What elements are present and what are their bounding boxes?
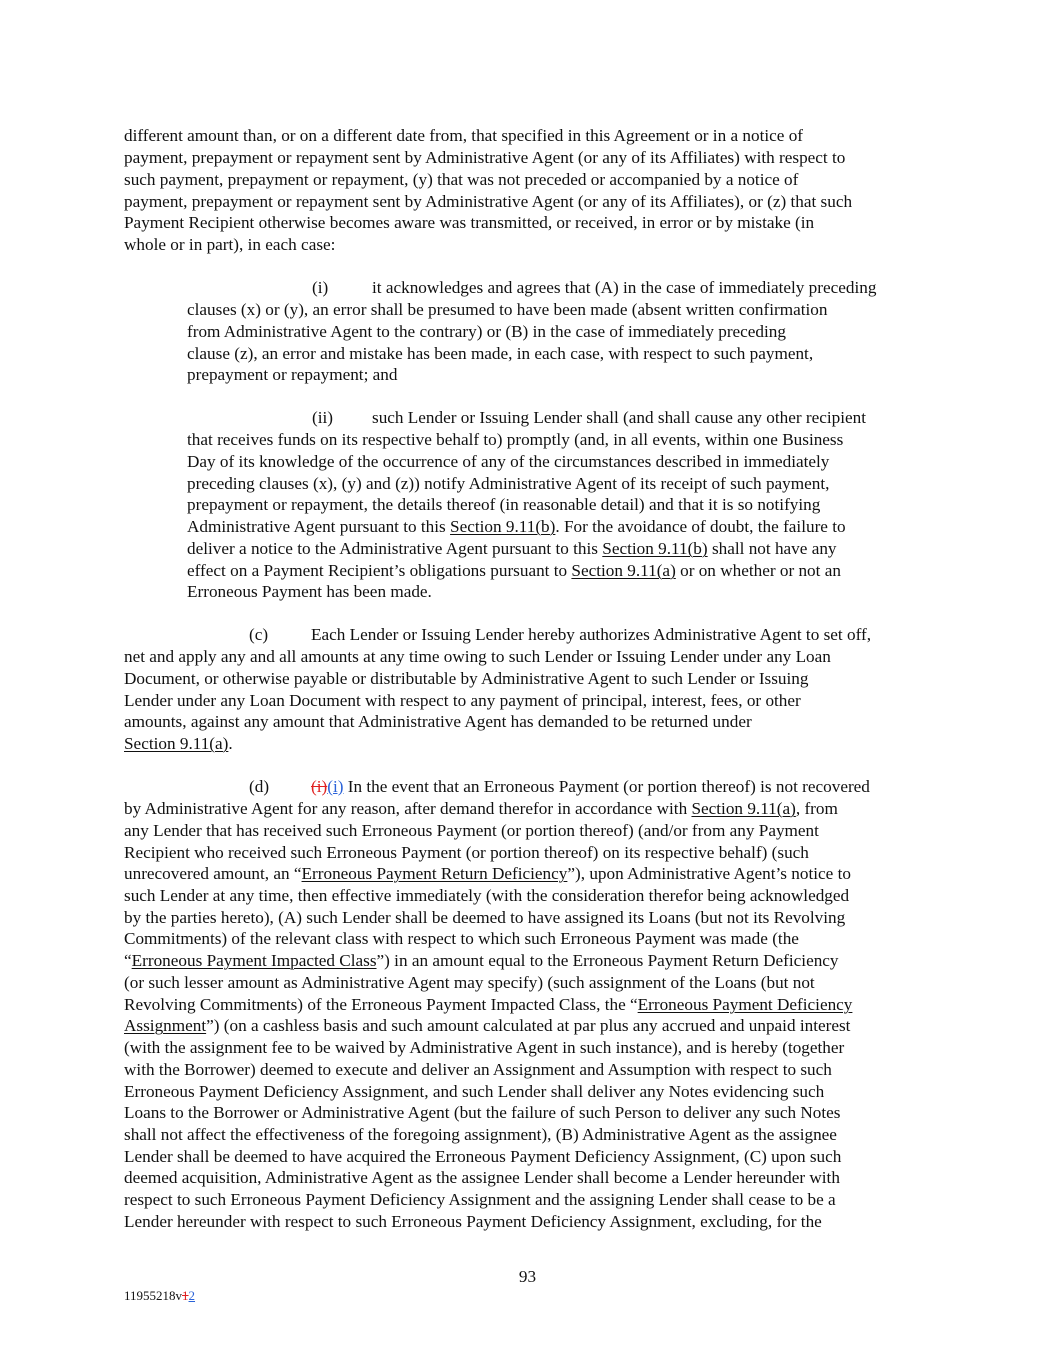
body-line: Erroneous Payment Deficiency Assignment, and such Lender shall deliver any Notes evidencing such (124, 1082, 825, 1101)
text: “ (124, 951, 132, 970)
body-line: prepayment or repayment; and (187, 365, 398, 384)
text: or on whether or not an (675, 561, 841, 580)
body-line: Commitments) of the relevant class with respect to which such Erroneous Payment was made (the (124, 929, 799, 948)
doc-id-inserted-version: 2 (188, 1288, 196, 1303)
body-line: any Lender that has received such Erroneous Payment (or portion thereof) (and/or from any Payment (124, 821, 819, 840)
body-line (124, 798, 838, 820)
doc-id-prefix: 11955218v (124, 1288, 183, 1303)
body-line: Recipient who received such Erroneous Payment (or portion thereof) on its respective behalf) (such (124, 843, 809, 862)
deleted-marker: (i) (311, 777, 328, 796)
text: shall not have any (707, 539, 837, 558)
clause-d-first-line (311, 776, 870, 798)
text: effect on a Payment Recipient’s obligations pursuant to (187, 561, 572, 580)
body-line: shall not affect the effectiveness of the foregoing assignment), (B) Administrative Agent as the assignee (124, 1125, 837, 1144)
text: ”), upon Administrative Agent’s notice to (567, 864, 851, 883)
body-line: such payment, prepayment or repayment, (y) that was not preceded or accompanied by a notice of (124, 170, 799, 189)
text: In the event that an Erroneous Payment (or portion thereof) is not recovered (343, 777, 870, 796)
text: Revolving Commitments) of the Erroneous Payment Impacted Class, the “ (124, 995, 638, 1014)
body-line: clauses (x) or (y), an error shall be presumed to have been made (absent written confirmation (187, 300, 828, 319)
text: Administrative Agent pursuant to this (187, 517, 451, 536)
body-line (187, 516, 846, 538)
body-line: Day of its knowledge of the occurrence of any of the circumstances described in immediately (187, 452, 830, 471)
body-line: from Administrative Agent to the contrary) or (B) in the case of immediately preceding (187, 322, 786, 341)
defined-term: Erroneous Payment Return Deficiency (301, 864, 568, 883)
body-line: respect to such Erroneous Payment Deficiency Assignment and the assigning Lender shall cease to be a (124, 1190, 836, 1209)
body-line: prepayment or repayment, the details thereof (in reasonable detail) and that it is so notifying (187, 495, 821, 514)
body-line (124, 863, 851, 885)
body-line: Loans to the Borrower or Administrative Agent (but the failure of such Person to deliver any such Notes (124, 1103, 841, 1122)
body-line: Lender hereunder with respect to such Erroneous Payment Deficiency Assignment, excluding, for the (124, 1212, 822, 1231)
body-line: preceding clauses (x), (y) and (z)) notify Administrative Agent of its receipt of such payment, (187, 474, 830, 493)
body-line: Lender under any Loan Document with respect to any payment of principal, interest, fees, or other (124, 691, 801, 710)
clause-d-number: (d) (249, 777, 270, 796)
inserted-marker: (i) (327, 777, 344, 796)
body-line: Payment Recipient otherwise becomes aware was transmitted, or received, in error or by mistake (in (124, 213, 815, 232)
body-line: different amount than, or on a different date from, that specified in this Agreement or in a notice of (124, 126, 804, 145)
body-line: payment, prepayment or repayment sent by Administrative Agent (or any of its Affiliates), or (z) that such (124, 192, 853, 211)
text: , from (795, 799, 838, 818)
doc-id-deleted-version: 1 (182, 1288, 189, 1303)
body-line: by the parties hereto), (A) such Lender shall be deemed to have assigned its Loans (but not its Revolving (124, 908, 846, 927)
text: ”) in an amount equal to the Erroneous Payment Return Deficiency (376, 951, 839, 970)
text: deliver a notice to the Administrative Agent pursuant to this (187, 539, 603, 558)
page-number: 93 (518, 1267, 537, 1286)
body-line: Lender shall be deemed to have acquired the Erroneous Payment Deficiency Assignment, (C) upon such (124, 1147, 842, 1166)
body-line: Erroneous Payment has been made. (187, 582, 432, 601)
clause-c-first-line: Each Lender or Issuing Lender hereby authorizes Administrative Agent to set off, (311, 625, 872, 644)
clause-c-number: (c) (249, 625, 269, 644)
defined-term: Erroneous Payment Deficiency (637, 995, 853, 1014)
body-line: whole or in part), in each case: (124, 235, 336, 254)
body-line: amounts, against any amount that Administrative Agent has demanded to be returned under (124, 712, 752, 731)
section-reference: Section 9.11(a) (571, 561, 676, 580)
section-reference: Section 9.11(a) (691, 799, 796, 818)
text: unrecovered amount, an “ (124, 864, 302, 883)
body-line: deemed acquisition, Administrative Agent as the assignee Lender shall become a Lender hereunder with (124, 1168, 840, 1187)
text: by Administrative Agent for any reason, after demand therefor in accordance with (124, 799, 692, 818)
body-line: (or such lesser amount as Administrative Agent may specify) (such assignment of the Loans (but not (124, 973, 815, 992)
body-line: (with the assignment fee to be waived by Administrative Agent in such instance), and is hereby (together (124, 1038, 845, 1057)
text: . (228, 734, 233, 753)
clause-ii-first-line: such Lender or Issuing Lender shall (and shall cause any other recipient (372, 408, 866, 427)
body-line (124, 1015, 850, 1037)
body-line: that receives funds on its respective behalf to) promptly (and, in all events, within one Business (187, 430, 844, 449)
body-line: clause (z), an error and mistake has been made, in each case, with respect to such payment, (187, 344, 814, 363)
section-reference: Section 9.11(a) (124, 734, 229, 753)
section-reference: Section 9.11(b) (450, 517, 556, 536)
body-line (187, 538, 837, 560)
body-line: with the Borrower) deemed to execute and deliver an Assignment and Assumption with respect to such (124, 1060, 832, 1079)
defined-term: Erroneous Payment Impacted Class (131, 951, 377, 970)
text: . For the avoidance of doubt, the failure to (555, 517, 846, 536)
body-line (124, 733, 233, 755)
document-id (124, 1285, 195, 1307)
body-line (124, 994, 852, 1016)
clause-ii-number: (ii) (312, 408, 333, 427)
body-line: such Lender at any time, then effective immediately (with the consideration therefor being acknowledged (124, 886, 850, 905)
body-line (187, 560, 841, 582)
section-reference: Section 9.11(b) (602, 539, 708, 558)
text: ”) (on a cashless basis and such amount calculated at par plus any accrued and unpaid interest (206, 1016, 851, 1035)
body-line: net and apply any and all amounts at any time owing to such Lender or Issuing Lender under any Loan (124, 647, 831, 666)
clause-i-number: (i) (312, 278, 329, 297)
defined-term: Assignment (124, 1016, 207, 1035)
body-line: Document, or otherwise payable or distributable by Administrative Agent to such Lender or Issuing (124, 669, 809, 688)
body-line (124, 950, 839, 972)
body-line: payment, prepayment or repayment sent by Administrative Agent (or any of its Affiliates) with respect to (124, 148, 846, 167)
clause-i-first-line: it acknowledges and agrees that (A) in the case of immediately preceding (372, 278, 877, 297)
